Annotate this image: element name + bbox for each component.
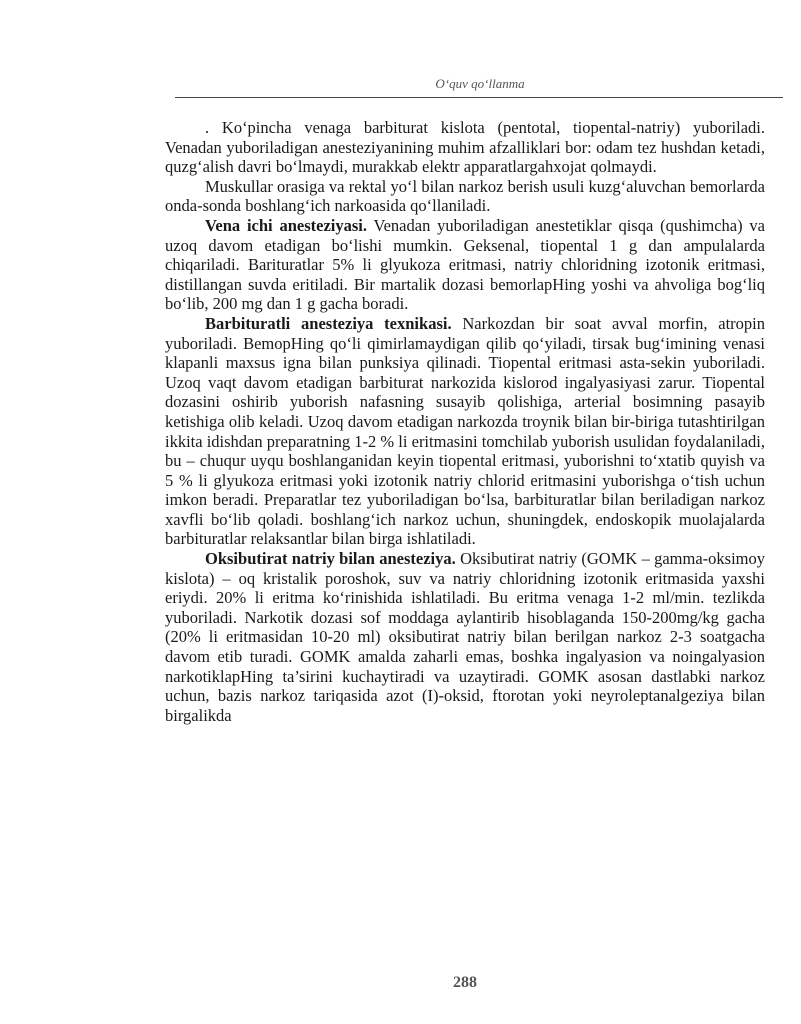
paragraph-2 (165, 177, 765, 216)
paragraph-text: Narkozdan bir soat avval morfin, atropin yuboriladi. BemopHing qo‘li qimirlamaydigan qilib qo‘yiladi, tirsak bug‘imining venasi klapanli maxsus igna bilan punksiya qilinadi. Tiopental eritmasi asta-sekin yuboriladi. Uzoq vaqt davom etadigan barbiturat narkozida kislorod ingalyasiyasi zarur. Tiopental dozasini oshirib yuborish nafasning susayib qolishiga, arterial bosimning pasayib ketishiga olib keladi. Uzoq davom etadigan narkozda troynik bilan bir-biriga tutashtirilgan ikkita idishdan preparatning 1-2 % li eritmasini tomchilab yuborish usulidan foydalaniladi, bu – chuqur uyqu boshlanganidan keyin tiopental eritmasi, yuborishni to‘xtatib quyish va 5 % li glyukoza eritmasi yoki izotonik natriy chlorid eritmasini yuborishga o‘tish uchun imkon beradi. Preparatlar tez yuboriladigan bo‘lsa, barbituratlar bilan beriladigan narkoz xavfli bo‘lib qoladi. boshlang‘ich narkoz uchun, shuningdek, endoskopik muolajalarda barbituratlar relaksantlar bilan birga ishlatiladi. (165, 313, 766, 549)
page-number: 288 (453, 974, 477, 991)
paragraph-text: Venadan yuboriladigan anestetiklar qisqa (qushimcha) va uzoq davom etadigan bo‘lishi mumkin. Geksenal, tiopental 1 g dan ampulalarda chiqariladi. Barituratlar 5% li glyukoza eritmasi, natriy chloridning izotonik eritmasi, distillangan suvda eritiladi. Bir martalik dozasi bemorlapHing yoshi va ahvoliga bog‘liq bo‘lib, 200 mg dan 1 g gacha boradi. (165, 215, 765, 314)
section-heading: Oksibutirat natriy bilan anesteziya. (205, 549, 456, 569)
paragraph-3 (165, 216, 765, 314)
section-heading: Barbituratli anesteziya texnikasi. (205, 313, 452, 333)
running-header: O‘quv qo‘llanma (435, 76, 525, 91)
paragraph-5 (165, 549, 765, 725)
paragraph-text: Oksibutirat natriy (GOMK – gamma-oksimoy kislota) – oq kristalik poroshok, suv va natriy chloridning izotonik eritmasida yaxshi eriydi. 20% li eritma ko‘rinishida ishlatiladi. Bu eritma venaga 1-2 ml/min. tezlikda yuboriladi. Narkotik dozasi sof moddaga aylantirib hisoblaganda 150-200mg/kg gacha (20% li eritmasidan 10-20 ml) oksibutirat natriy bilan berilgan narkoz 2-3 soatgacha davom etib turadi. GOMK amalda zaharli emas, boshka ingalyasion va noingalyasion narkotiklapHing ta’sirini kuchaytiradi va uzaytiradi. GOMK asosan dastlabki narkoz uchun, bazis narkoz tariqasida azot (I)-oksid, ftorotan yoki neyroleptanalgeziya bilan birgalikda (165, 549, 766, 725)
body-text (165, 118, 765, 725)
paragraph-text: Muskullar orasiga va rektal yo‘l bilan narkoz berish usuli kuzg‘aluvchan bemorlarda onda-sonda boshlang‘ich narkoasida qo‘llaniladi. (165, 176, 765, 216)
paragraph-text: . Ko‘pincha venaga barbiturat kislota (pentotal, tiopental-natriy) yuboriladi. Venadan yuboriladigan anesteziyanining muhim afzalliklari bor: odam tez hushdan ketadi, quzg‘alish davri bo‘lmaydi, murakkab elektr apparatlargahxojat qolmaydi. (165, 118, 765, 177)
section-heading: Vena ichi anesteziyasi. (205, 215, 367, 235)
header-rule (175, 97, 783, 98)
paragraph-4 (165, 314, 765, 549)
paragraph-1 (165, 118, 765, 177)
